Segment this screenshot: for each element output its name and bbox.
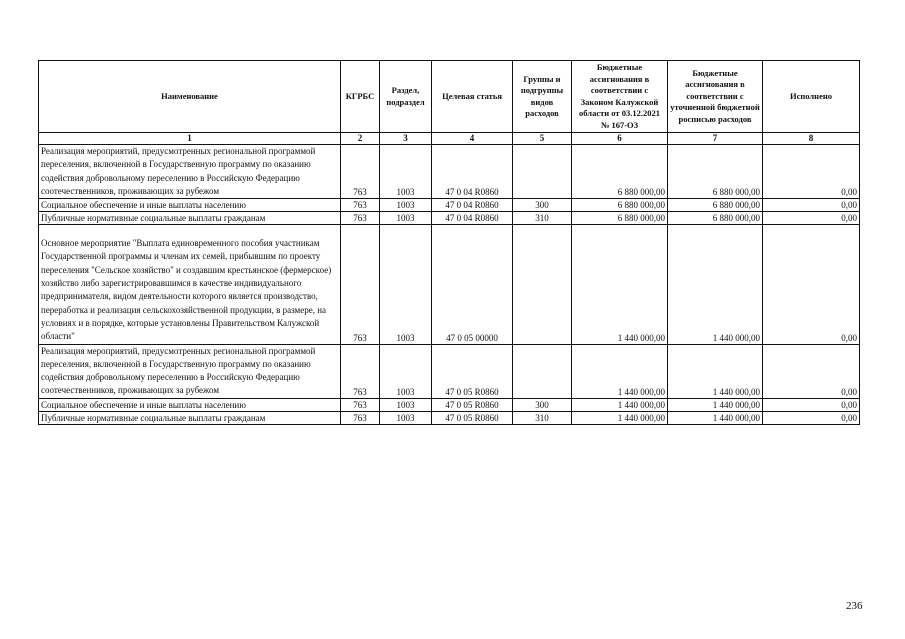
column-number: 2: [341, 133, 380, 145]
row-kgrbs: 763: [341, 199, 380, 212]
row-section: 1003: [380, 199, 432, 212]
row-budget-refined: 1 440 000,00: [668, 225, 763, 344]
row-target: 47 0 05 R0860: [432, 411, 513, 424]
column-number: 1: [39, 133, 341, 145]
header-group: Группы и подгруппы видов расходов: [513, 61, 572, 133]
column-number: 6: [572, 133, 668, 145]
row-executed: 0,00: [763, 199, 860, 212]
row-budget-refined: 6 880 000,00: [668, 212, 763, 225]
table-row: [39, 344, 860, 398]
column-number: 8: [763, 133, 860, 145]
row-group: [513, 145, 572, 199]
row-budget-law: 6 880 000,00: [572, 199, 668, 212]
table-row: [39, 145, 860, 199]
row-kgrbs: 763: [341, 225, 380, 344]
row-section: 1003: [380, 398, 432, 411]
row-budget-law: 1 440 000,00: [572, 225, 668, 344]
row-name: Социальное обеспечение и иные выплаты населению: [39, 199, 341, 212]
row-budget-refined: 6 880 000,00: [668, 199, 763, 212]
table-row: [39, 398, 860, 411]
page-number: 236: [846, 600, 863, 612]
row-executed: 0,00: [763, 145, 860, 199]
header-name: Наименование: [39, 61, 341, 133]
row-name: Публичные нормативные социальные выплаты гражданам: [39, 411, 341, 424]
row-section: 1003: [380, 225, 432, 344]
row-group: 300: [513, 398, 572, 411]
row-section: 1003: [380, 411, 432, 424]
row-budget-law: 1 440 000,00: [572, 398, 668, 411]
row-budget-law: 6 880 000,00: [572, 145, 668, 199]
row-budget-refined: 1 440 000,00: [668, 411, 763, 424]
header-kgrbs: КГРБС: [341, 61, 380, 133]
header-section: Раздел, подраздел: [380, 61, 432, 133]
row-budget-law: 6 880 000,00: [572, 212, 668, 225]
row-group: [513, 344, 572, 398]
header-budget-law: Бюджетные ассигнования в соответствии с Законом Калужской области от 03.12.2021 № 167-ОЗ: [572, 61, 668, 133]
table-row: [39, 199, 860, 212]
row-group: 310: [513, 212, 572, 225]
row-target: 47 0 05 R0860: [432, 398, 513, 411]
table-row: [39, 411, 860, 424]
table-row: [39, 225, 860, 344]
row-executed: 0,00: [763, 212, 860, 225]
row-executed: 0,00: [763, 398, 860, 411]
table-row: [39, 212, 860, 225]
row-executed: 0,00: [763, 344, 860, 398]
row-name: Социальное обеспечение и иные выплаты населению: [39, 398, 341, 411]
row-budget-law: 1 440 000,00: [572, 411, 668, 424]
row-name: Публичные нормативные социальные выплаты гражданам: [39, 212, 341, 225]
column-number: 4: [432, 133, 513, 145]
row-budget-refined: 6 880 000,00: [668, 145, 763, 199]
row-target: 47 0 05 00000: [432, 225, 513, 344]
row-section: 1003: [380, 344, 432, 398]
row-group: 310: [513, 411, 572, 424]
budget-table: [38, 60, 860, 425]
row-kgrbs: 763: [341, 398, 380, 411]
row-budget-refined: 1 440 000,00: [668, 398, 763, 411]
row-kgrbs: 763: [341, 145, 380, 199]
row-kgrbs: 763: [341, 411, 380, 424]
row-target: 47 0 05 R0860: [432, 344, 513, 398]
row-kgrbs: 763: [341, 344, 380, 398]
header-target: Целевая статья: [432, 61, 513, 133]
header-row: [39, 61, 860, 133]
row-group: 300: [513, 199, 572, 212]
row-name: Реализация мероприятий, предусмотренных региональной программой переселения, включенной в Государственную программу по оказанию содействия добровольному переселению в Российскую Федерацию соотечественников, проживающих за рубежом: [39, 145, 341, 199]
column-number: 5: [513, 133, 572, 145]
row-budget-law: 1 440 000,00: [572, 344, 668, 398]
row-name: Основное мероприятие "Выплата единовременного пособия участникам Государственной программы и членам их семей, прибывшим по проекту переселения "Сельское хозяйство" и создавшим крестьянское (фермерское) хозяйство либо зарегистрировавшимся в качестве индивидуального предпринимателя, видом деятельности которого является производство, переработка и реализация сельскохозяйственной продукции, в размере, на условиях и в порядке, которые установлены Правительством Калужской области": [39, 225, 341, 344]
column-number: 7: [668, 133, 763, 145]
column-number: 3: [380, 133, 432, 145]
row-name: Реализация мероприятий, предусмотренных региональной программой переселения, включенной в Государственную программу по оказанию содействия добровольному переселению в Российскую Федерацию соотечественников, проживающих за рубежом: [39, 344, 341, 398]
row-target: 47 0 04 R0860: [432, 145, 513, 199]
row-budget-refined: 1 440 000,00: [668, 344, 763, 398]
row-kgrbs: 763: [341, 212, 380, 225]
header-executed: Исполнено: [763, 61, 860, 133]
row-section: 1003: [380, 212, 432, 225]
column-number-row: [39, 133, 860, 145]
budget-table-sheet: [38, 60, 860, 425]
row-executed: 0,00: [763, 225, 860, 344]
row-executed: 0,00: [763, 411, 860, 424]
row-section: 1003: [380, 145, 432, 199]
row-group: [513, 225, 572, 344]
header-budget-refined: Бюджетные ассигнования в соответствии с уточненной бюджетной росписью расходов: [668, 61, 763, 133]
row-target: 47 0 04 R0860: [432, 212, 513, 225]
row-target: 47 0 04 R0860: [432, 199, 513, 212]
